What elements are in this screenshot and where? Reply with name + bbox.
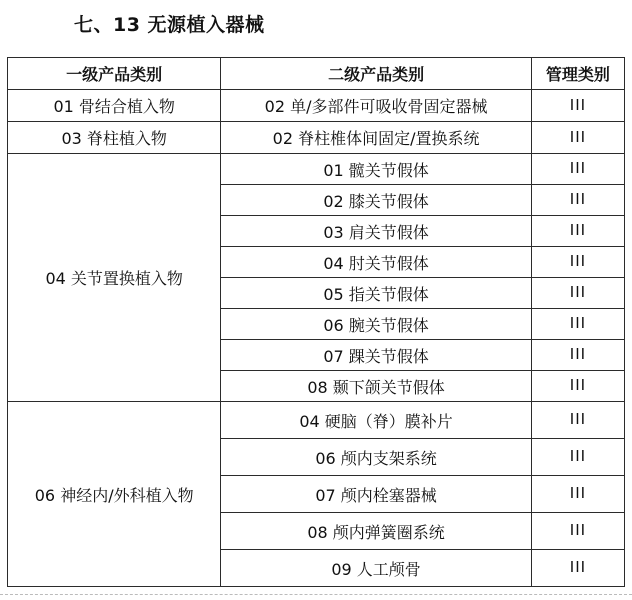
- level1-cell: 03 脊柱植入物: [8, 122, 221, 154]
- mgmt-cell: III: [531, 402, 624, 439]
- level2-cell: 01 髋关节假体: [221, 154, 532, 185]
- product-category-table: [7, 57, 625, 587]
- level2-cell: 07 踝关节假体: [221, 340, 532, 371]
- mgmt-cell: III: [531, 216, 624, 247]
- level2-cell: 05 指关节假体: [221, 278, 532, 309]
- mgmt-cell: III: [531, 476, 624, 513]
- mgmt-cell: III: [531, 90, 624, 122]
- table-row: [8, 122, 625, 154]
- level2-cell: 07 颅内栓塞器械: [221, 476, 532, 513]
- mgmt-cell: III: [531, 439, 624, 476]
- level2-cell: 06 腕关节假体: [221, 309, 532, 340]
- level2-cell: 02 脊柱椎体间固定/置换系统: [221, 122, 532, 154]
- mgmt-cell: III: [531, 154, 624, 185]
- table-row: [8, 402, 625, 439]
- mgmt-cell: III: [531, 371, 624, 402]
- level1-cell: 04 关节置换植入物: [8, 154, 221, 402]
- mgmt-cell: III: [531, 185, 624, 216]
- mgmt-cell: III: [531, 309, 624, 340]
- mgmt-cell: III: [531, 550, 624, 587]
- page-title: 七、13 无源植入器械: [74, 14, 265, 36]
- level2-cell: 06 颅内支架系统: [221, 439, 532, 476]
- header-level1: 一级产品类别: [8, 58, 221, 90]
- page-divider: [0, 594, 632, 600]
- table-header-row: [8, 58, 625, 90]
- level2-cell: 04 肘关节假体: [221, 247, 532, 278]
- level1-cell: 06 神经内/外科植入物: [8, 402, 221, 587]
- table-row: [8, 154, 625, 185]
- level2-cell: 09 人工颅骨: [221, 550, 532, 587]
- mgmt-cell: III: [531, 513, 624, 550]
- mgmt-cell: III: [531, 278, 624, 309]
- table-row: [8, 90, 625, 122]
- level2-cell: 04 硬脑（脊）膜补片: [221, 402, 532, 439]
- mgmt-cell: III: [531, 340, 624, 371]
- level1-cell: 01 骨结合植入物: [8, 90, 221, 122]
- header-level2: 二级产品类别: [221, 58, 532, 90]
- level2-cell: 02 单/多部件可吸收骨固定器械: [221, 90, 532, 122]
- level2-cell: 03 肩关节假体: [221, 216, 532, 247]
- level2-cell: 08 颅内弹簧圈系统: [221, 513, 532, 550]
- header-mgmt: 管理类别: [531, 58, 624, 90]
- level2-cell: 08 颞下颌关节假体: [221, 371, 532, 402]
- mgmt-cell: III: [531, 122, 624, 154]
- level2-cell: 02 膝关节假体: [221, 185, 532, 216]
- mgmt-cell: III: [531, 247, 624, 278]
